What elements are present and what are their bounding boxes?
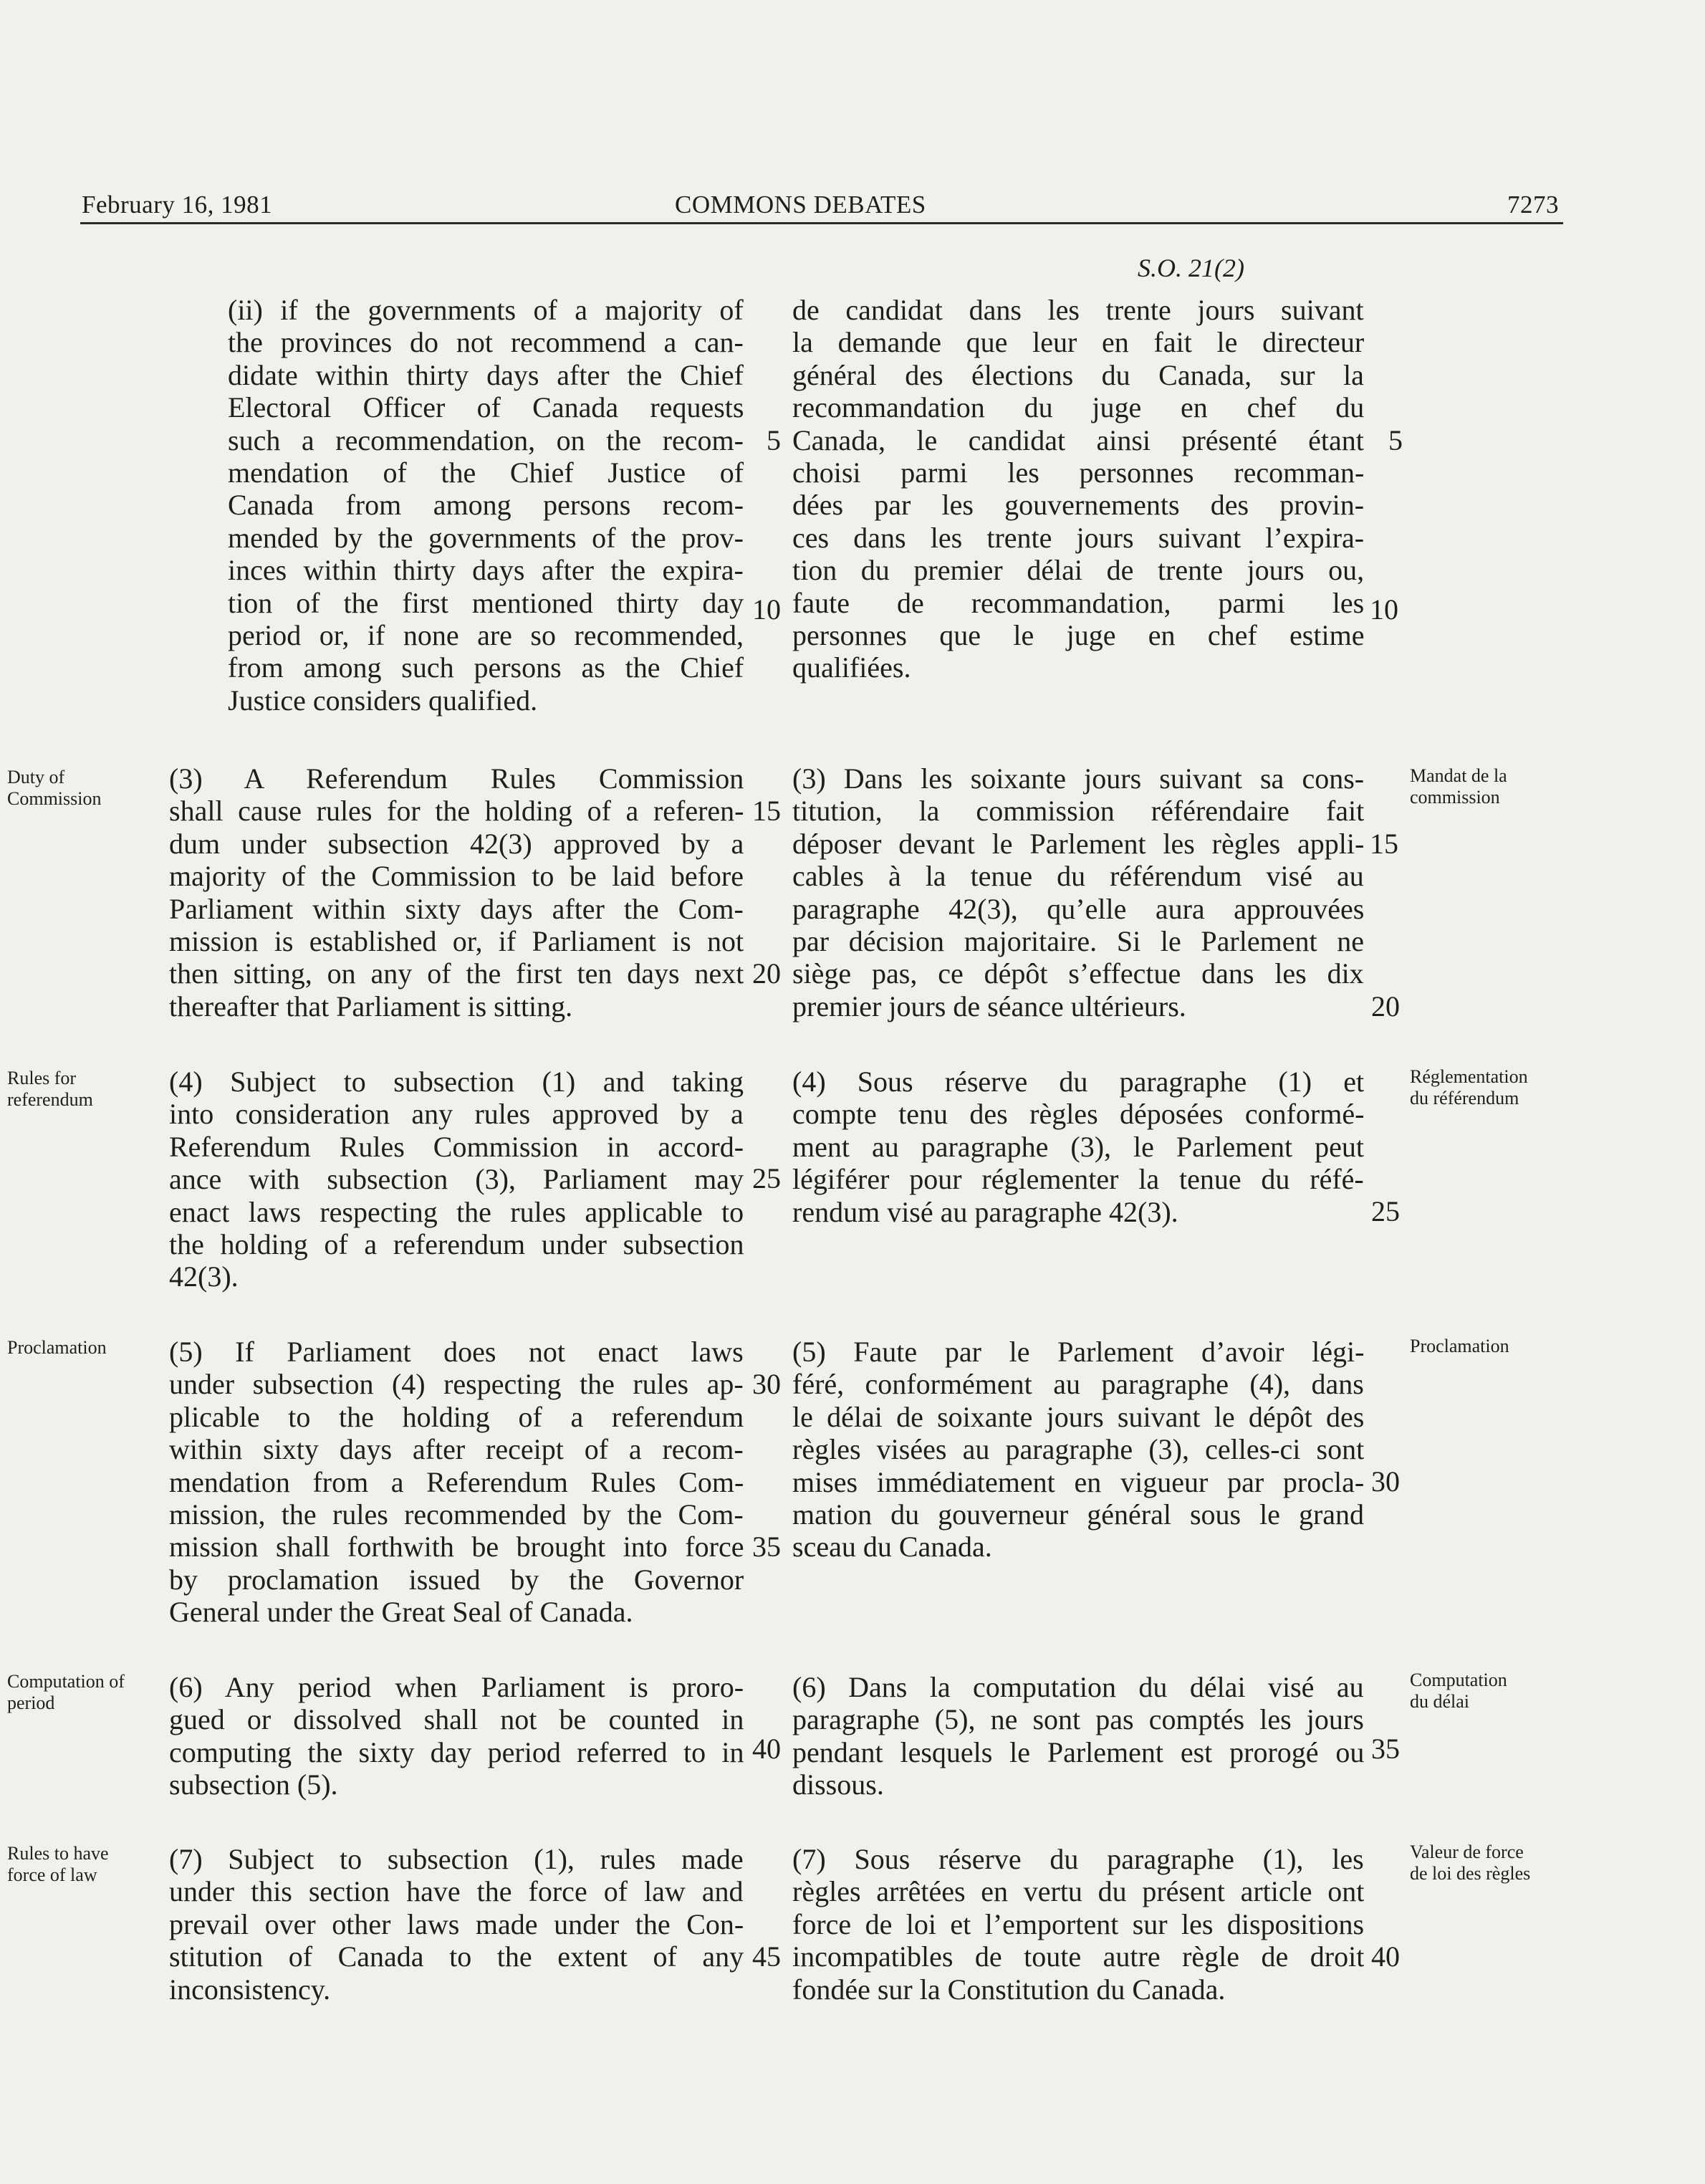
text-line: General under the Great Seal of Canada. <box>169 1596 633 1629</box>
en-para-7 <box>169 1843 744 2006</box>
text-line: by proclamation issued by the Governor <box>169 1563 744 1596</box>
text-line: (7) Sous réserve du paragraphe (1), les <box>792 1843 1364 1875</box>
text-line: rendum visé au paragraphe 42(3). <box>792 1195 1178 1228</box>
line-number-en: 25 <box>752 1162 781 1194</box>
text-line: (6) Dans la computation du délai visé au <box>792 1671 1364 1703</box>
text-line: dissous. <box>792 1768 884 1801</box>
text-line: the holding of a referendum under subsection <box>169 1227 744 1260</box>
text-line: gued or dissolved shall not be counted in <box>169 1703 744 1736</box>
standing-order-reference: S.O. 21(2) <box>1138 254 1244 282</box>
line-number-fr: 10 <box>1370 593 1398 626</box>
text-line: under subsection (4) respecting the rules ap- <box>169 1368 744 1401</box>
text-line: la demande que leur en fait le directeur <box>792 326 1364 359</box>
text-line: mission, the rules recommended by the Com- <box>169 1498 744 1531</box>
text-line: under this section have the force of law and <box>169 1875 744 1908</box>
text-line: choisi parmi les personnes recomman- <box>792 456 1364 489</box>
text-line: paragraphe 42(3), qu’elle aura approuvées <box>792 892 1364 925</box>
text-line: faute de recommandation, parmi les <box>792 586 1364 619</box>
text-line: within sixty days after receipt of a recom- <box>169 1433 744 1466</box>
line-number-en: 20 <box>752 957 781 990</box>
margin-note-line: Commission <box>7 788 102 809</box>
fr-para-7 <box>792 1843 1364 2006</box>
text-line: 42(3). <box>169 1260 239 1293</box>
text-line: (3) A Referendum Rules Commission <box>169 762 744 795</box>
text-line: (6) Any period when Parliament is proro- <box>169 1671 744 1703</box>
line-number-en: 30 <box>752 1368 781 1400</box>
text-line: par décision majoritaire. Si le Parlement ne <box>792 924 1364 957</box>
margin-note-fr <box>1410 1066 1528 1109</box>
text-line: Electoral Officer of Canada requests <box>228 391 744 424</box>
text-line: inces within thirty days after the expira- <box>228 554 744 587</box>
text-line: pendant lesquels le Parlement est prorogé ou <box>792 1735 1364 1768</box>
en-para-4 <box>169 1065 744 1293</box>
text-line: prevail over other laws made under the Con- <box>169 1907 744 1940</box>
text-line: recommandation du juge en chef du <box>792 391 1364 424</box>
margin-note-line: Proclamation <box>7 1337 107 1358</box>
fr-para-6 <box>792 1671 1364 1801</box>
text-line: mises immédiatement en vigueur par procla- <box>792 1465 1364 1498</box>
text-line: mendation from a Referendum Rules Com- <box>169 1465 744 1498</box>
text-line: personnes que le juge en chef estime <box>792 618 1364 651</box>
en-para-5 <box>169 1336 744 1629</box>
text-line: shall cause rules for the holding of a referen- <box>169 795 744 828</box>
line-number-fr: 30 <box>1371 1465 1400 1498</box>
text-line: mation du gouverneur général sous le grand <box>792 1498 1364 1531</box>
fr-para-5 <box>792 1336 1364 1563</box>
text-line: tion du premier délai de trente jours ou, <box>792 554 1364 587</box>
text-line: dum under subsection 42(3) approved by a <box>169 827 744 860</box>
margin-note-line: Rules for <box>7 1068 77 1088</box>
text-line: siège pas, ce dépôt s’effectue dans les dix <box>792 957 1364 990</box>
fr-para-4 <box>792 1065 1364 1228</box>
text-line: period or, if none are so recommended, <box>228 618 744 651</box>
line-number-fr: 25 <box>1371 1195 1400 1227</box>
text-line: ces dans les trente jours suivant l’expira- <box>792 521 1364 554</box>
margin-note-line: du référendum <box>1410 1088 1519 1108</box>
text-line: incompatibles de toute autre règle de droit <box>792 1940 1364 1973</box>
text-line: cables à la tenue du référendum visé au <box>792 860 1364 893</box>
text-line: (7) Subject to subsection (1), rules made <box>169 1843 744 1875</box>
text-line: mission shall forthwith be brought into force <box>169 1531 744 1563</box>
line-number-en: 45 <box>752 1940 781 1973</box>
text-line: (5) If Parliament does not enact laws <box>169 1336 744 1368</box>
margin-note-line: Computation of <box>7 1671 125 1692</box>
text-line: (ii) if the governments of a majority of <box>228 294 744 326</box>
text-line: (3) Dans les soixante jours suivant sa cons- <box>792 762 1364 795</box>
text-line: the provinces do not recommend a can- <box>228 326 744 359</box>
line-number-fr: 20 <box>1371 990 1400 1022</box>
header-rule <box>80 222 1563 224</box>
en-para-6 <box>169 1671 744 1801</box>
text-line: mendation of the Chief Justice of <box>228 456 744 489</box>
text-line: déposer devant le Parlement les règles appli- <box>792 827 1364 860</box>
margin-note-line: Réglementation <box>1410 1066 1528 1087</box>
text-line: sceau du Canada. <box>792 1531 992 1563</box>
line-number-en: 35 <box>752 1531 781 1563</box>
text-line: Justice considers qualified. <box>228 684 538 717</box>
text-line: ment au paragraphe (3), le Parlement peut <box>792 1130 1364 1163</box>
text-line: qualifiées. <box>792 651 911 684</box>
margin-note-line: force of law <box>7 1864 97 1885</box>
text-line: ance with subsection (3), Parliament may <box>169 1163 744 1196</box>
line-number-en: 10 <box>752 593 781 626</box>
header-title: COMMONS DEBATES <box>675 191 926 219</box>
margin-note-line: referendum <box>7 1089 93 1110</box>
margin-note-fr <box>1410 1670 1507 1713</box>
margin-note-en <box>7 767 101 810</box>
text-line: into consideration any rules approved by a <box>169 1098 744 1131</box>
line-number-fr: 35 <box>1371 1733 1400 1765</box>
margin-note-line: commission <box>1410 787 1500 808</box>
text-line: stitution of Canada to the extent of any <box>169 1940 744 1973</box>
text-line: such a recommendation, on the recom- <box>228 423 744 456</box>
line-number-fr: 5 <box>1388 424 1403 456</box>
margin-note-fr <box>1410 1841 1530 1884</box>
text-line: premier jours de séance ultérieurs. <box>792 990 1186 1022</box>
en-para-3 <box>169 762 744 1022</box>
text-line: légiférer pour réglementer la tenue du réfé- <box>792 1163 1364 1196</box>
text-line: Canada, le candidat ainsi présenté étant <box>792 423 1364 456</box>
text-line: (4) Sous réserve du paragraphe (1) et <box>792 1065 1364 1098</box>
line-number-en: 5 <box>767 424 781 456</box>
header-date: February 16, 1981 <box>82 191 273 219</box>
text-line: mended by the governments of the prov- <box>228 521 744 554</box>
text-line: tion of the first mentioned thirty day <box>228 586 744 619</box>
text-line: général des élections du Canada, sur la <box>792 358 1364 391</box>
text-line: féré, conformément au paragraphe (4), dans <box>792 1368 1364 1401</box>
margin-note-en <box>7 1671 125 1714</box>
text-line: de candidat dans les trente jours suivant <box>792 294 1364 326</box>
margin-note-en <box>7 1068 93 1111</box>
text-line: titution, la commission référendaire fait <box>792 795 1364 828</box>
text-line: from among such persons as the Chief <box>228 651 744 684</box>
text-line: then sitting, on any of the first ten days next <box>169 957 744 990</box>
text-line: règles arrêtées en vertu du présent article ont <box>792 1875 1364 1908</box>
margin-note-fr <box>1410 765 1507 808</box>
fr-para-ii <box>792 294 1364 684</box>
margin-note-line: period <box>7 1692 55 1713</box>
en-para-ii <box>228 294 744 717</box>
text-line: thereafter that Parliament is sitting. <box>169 990 573 1022</box>
text-line: dées par les gouvernements des provin- <box>792 489 1364 522</box>
margin-note-fr <box>1410 1336 1509 1357</box>
text-line: compte tenu des règles déposées conformé- <box>792 1098 1364 1131</box>
text-line: paragraphe (5), ne sont pas comptés les jours <box>792 1703 1364 1736</box>
text-line: inconsistency. <box>169 1973 331 2006</box>
margin-note-en <box>7 1337 107 1359</box>
text-line: force de loi et l’emportent sur les dispositions <box>792 1907 1364 1940</box>
margin-note-en <box>7 1843 109 1886</box>
margin-note-line: Valeur de force <box>1410 1841 1524 1862</box>
margin-note-line: Mandat de la <box>1410 765 1507 786</box>
margin-note-line: Proclamation <box>1410 1336 1509 1356</box>
text-line: mission is established or, if Parliament is not <box>169 924 744 957</box>
text-line: Referendum Rules Commission in accord- <box>169 1130 744 1163</box>
line-number-en: 15 <box>752 795 781 827</box>
text-line: le délai de soixante jours suivant le dépôt des <box>792 1400 1364 1433</box>
text-line: enact laws respecting the rules applicable to <box>169 1195 744 1228</box>
margin-note-line: Duty of <box>7 767 65 787</box>
text-line: didate within thirty days after the Chief <box>228 358 744 391</box>
margin-note-line: du délai <box>1410 1691 1470 1712</box>
text-line: (5) Faute par le Parlement d’avoir légi- <box>792 1336 1364 1368</box>
text-line: subsection (5). <box>169 1768 338 1801</box>
text-line: (4) Subject to subsection (1) and taking <box>169 1065 744 1098</box>
line-number-fr: 15 <box>1370 828 1398 860</box>
fr-para-3 <box>792 762 1364 1022</box>
text-line: majority of the Commission to be laid before <box>169 860 744 893</box>
text-line: Parliament within sixty days after the Com- <box>169 892 744 925</box>
text-line: règles visées au paragraphe (3), celles-ci sont <box>792 1433 1364 1466</box>
line-number-en: 40 <box>752 1733 781 1765</box>
text-line: fondée sur la Constitution du Canada. <box>792 1973 1226 2006</box>
text-line: plicable to the holding of a referendum <box>169 1400 744 1433</box>
margin-note-line: Rules to have <box>7 1843 109 1864</box>
margin-note-line: Computation <box>1410 1670 1507 1690</box>
line-number-fr: 40 <box>1371 1940 1400 1973</box>
header-page-number: 7273 <box>1507 191 1559 219</box>
text-line: computing the sixty day period referred to in <box>169 1735 744 1768</box>
text-line: Canada from among persons recom- <box>228 489 744 522</box>
margin-note-line: de loi des règles <box>1410 1863 1531 1884</box>
